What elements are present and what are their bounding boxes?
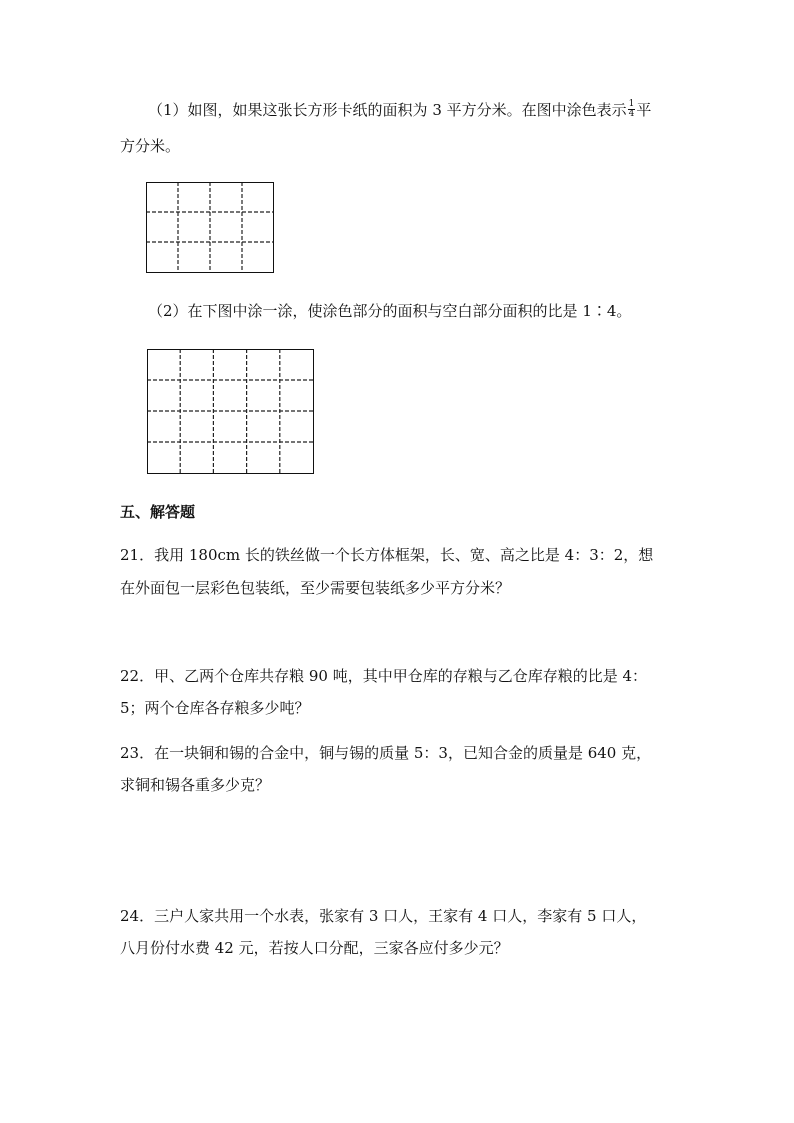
q1-line2: 方分米。: [120, 137, 181, 155]
q1-line1: [148, 100, 651, 121]
q23-line2: 求铜和锡各重多少克？: [120, 776, 271, 794]
fraction-one-quarter: [628, 100, 636, 119]
section-title: 五、解答题: [120, 503, 196, 521]
grid-5x4[interactable]: [147, 349, 314, 474]
q2-text: （2）在下图中涂一涂，使涂色部分的面积与空白部分面积的比是 1∶4。: [148, 302, 632, 320]
grid-5x4-dashed-lines: [147, 349, 313, 473]
fraction-denominator: 4: [628, 108, 635, 119]
q24-line1: 24．三户人家共用一个水表，张家有 3 口人，王家有 4 口人，李家有 5 口人，: [120, 907, 647, 925]
q1-text-before-fraction: （1）如图，如果这张长方形卡纸的面积为 3 平方分米。在图中涂色表示: [148, 101, 627, 119]
q21-line1: 21．我用 180cm 长的铁丝做一个长方体框架，长、宽、高之比是 4：3：2，想: [120, 546, 654, 564]
q21-line2: 在外面包一层彩色包装纸，至少需要包装纸多少平方分米？: [120, 579, 511, 597]
q22-line2: 5；两个仓库各存粮多少吨？: [120, 699, 310, 717]
q1-text-after-fraction: 平: [636, 101, 652, 119]
grid-4x3-dashed-lines: [146, 182, 273, 272]
fraction-numerator: 1: [628, 98, 635, 109]
grid-4x3[interactable]: [146, 182, 274, 273]
q22-line1: 22．甲、乙两个仓库共存粮 90 吨，其中甲仓库的存粮与乙仓库存粮的比是 4：: [120, 667, 648, 685]
q24-line2: 八月份付水费 42 元，若按人口分配，三家各应付多少元？: [120, 939, 509, 957]
q23-line1: 23．在一块铜和锡的合金中，铜与锡的质量 5：3，已知合金的质量是 640 克，: [120, 744, 652, 762]
